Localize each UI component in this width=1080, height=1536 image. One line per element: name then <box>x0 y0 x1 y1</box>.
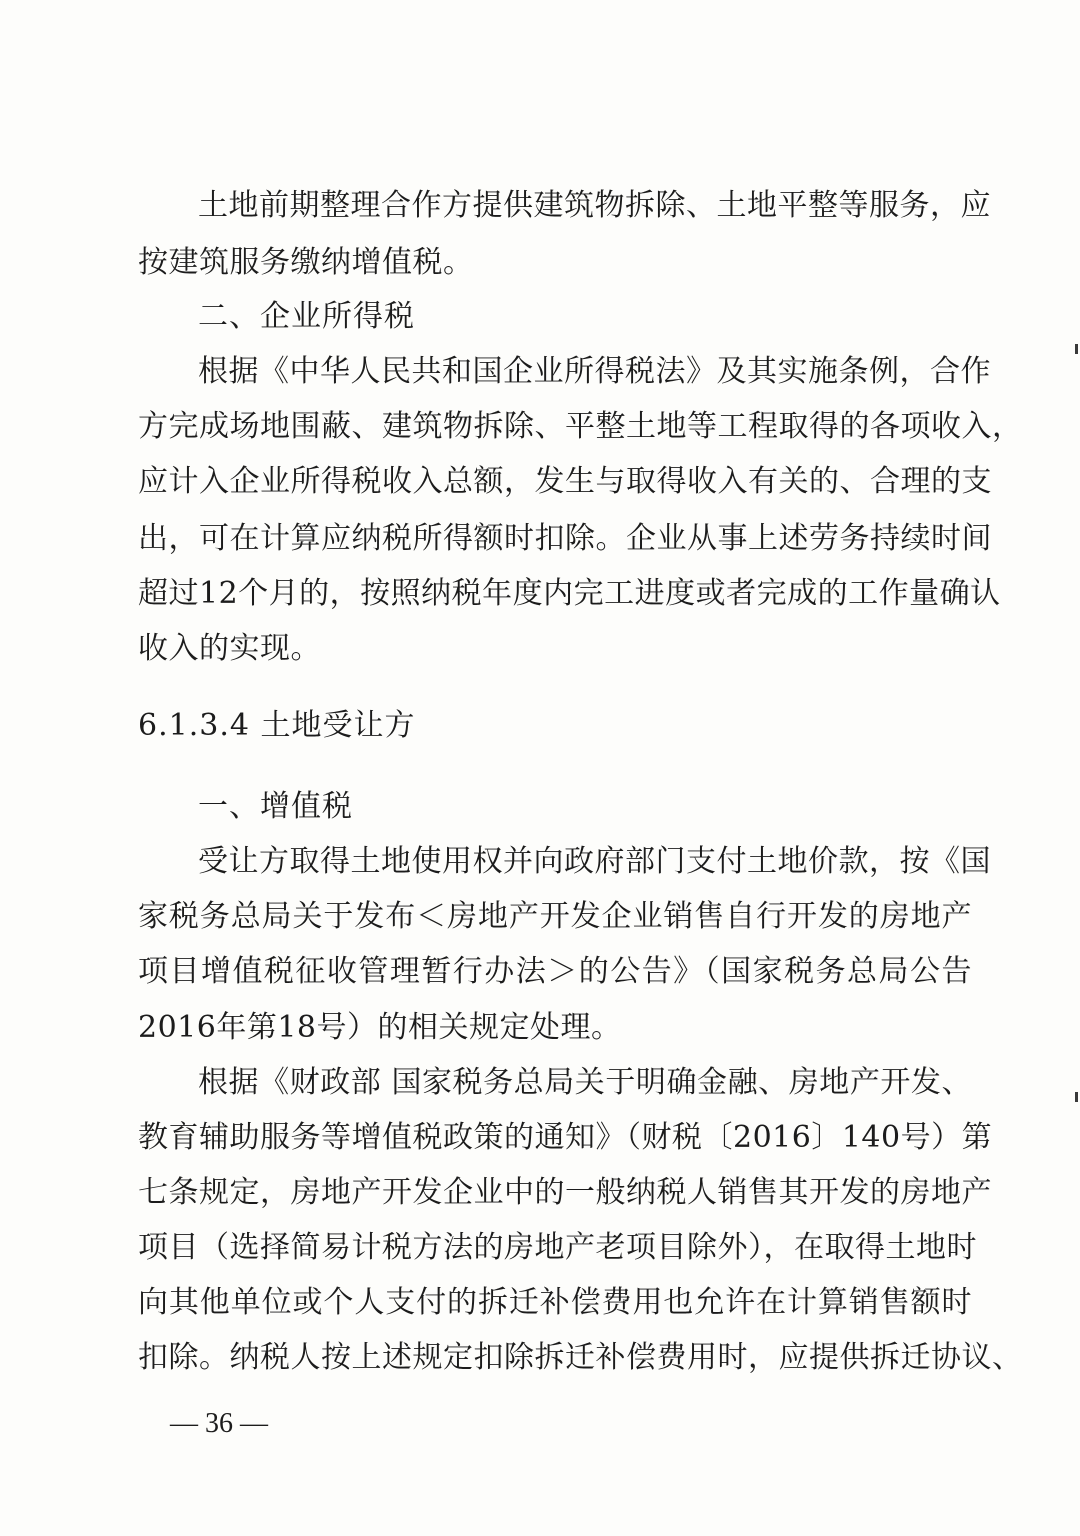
paragraph-line: 受让方取得土地使用权并向政府部门支付土地价款，按《国 <box>198 844 991 879</box>
paragraph-line: 收入的实现。 <box>138 631 321 666</box>
paragraph-line: 向其他单位或个人支付的拆迁补偿费用也允许在计算销售额时 <box>138 1285 972 1320</box>
section-heading: 二、企业所得税 <box>198 299 415 334</box>
paragraph-line: 出，可在计算应纳税所得额时扣除。企业从事上述劳务持续时间 <box>138 521 992 556</box>
paragraph-line: 扣除。纳税人按上述规定扣除拆迁补偿费用时，应提供拆迁协议、 <box>138 1340 1023 1375</box>
paragraph-line: 项目增值税征收管理暂行办法＞的公告》（国家税务总局公告 <box>138 954 972 989</box>
paragraph-line: 根据《财政部 国家税务总局关于明确金融、房地产开发、 <box>198 1065 972 1100</box>
paragraph-line: 教育辅助服务等增值税政策的通知》（财税〔2016〕140号）第 <box>138 1120 993 1155</box>
paragraph-line: 2016年第18号）的相关规定处理。 <box>138 1010 622 1045</box>
scan-edge-mark <box>1075 344 1078 354</box>
paragraph-line: 应计入企业所得税收入总额，发生与取得收入有关的、合理的支 <box>138 464 992 499</box>
page-number: — 36 — <box>170 1408 268 1439</box>
paragraph-line: 项目（选择简易计税方法的房地产老项目除外），在取得土地时 <box>138 1230 977 1265</box>
paragraph-line: 土地前期整理合作方提供建筑物拆除、土地平整等服务，应 <box>198 188 991 223</box>
section-heading: 一、增值税 <box>198 789 353 824</box>
paragraph-line: 方完成场地围蔽、建筑物拆除、平整土地等工程取得的各项收入， <box>138 409 1023 444</box>
paragraph-line: 家税务总局关于发布＜房地产开发企业销售自行开发的房地产 <box>138 899 972 934</box>
subsection-heading: 6.1.3.4 土地受让方 <box>138 708 416 743</box>
paragraph-line: 按建筑服务缴纳增值税。 <box>138 245 474 280</box>
scan-edge-mark <box>1075 1092 1078 1102</box>
paragraph-line: 超过12个月的，按照纳税年度内完工进度或者完成的工作量确认 <box>138 576 1001 611</box>
paragraph-line: 根据《中华人民共和国企业所得税法》及其实施条例，合作 <box>198 354 991 389</box>
paragraph-line: 七条规定，房地产开发企业中的一般纳税人销售其开发的房地产 <box>138 1175 992 1210</box>
